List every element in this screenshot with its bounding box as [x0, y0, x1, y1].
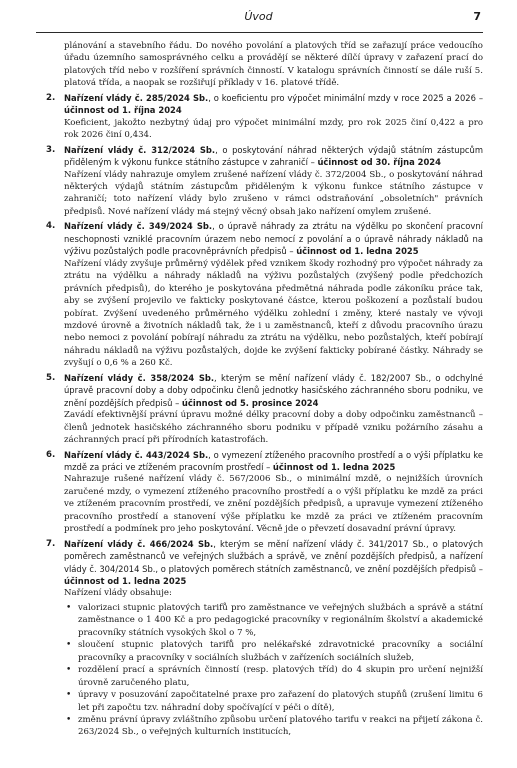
effective-date: účinnost od 1. října 2024 — [64, 105, 182, 116]
regulation-subject: , o koeficientu pro výpočet minimální mzdy v roce 2025 a 2026 – — [208, 92, 484, 103]
item-number: 6. — [46, 449, 56, 460]
bullet-item — [64, 664, 483, 689]
item-heading — [64, 92, 483, 117]
item-heading — [64, 220, 483, 257]
item-heading — [64, 372, 483, 409]
bullet-item — [64, 714, 483, 739]
page-number: 7 — [473, 10, 481, 23]
regulation-subject: , o úpravě náhrady za ztrátu na výdělku po skončení pracovní neschopnosti vzniklé pracovním úrazem nebo nemocí z povolání a o úpravě náhrady nákladů na výživu pozůstalých podle pracovněprávních předpisů – — [64, 221, 483, 257]
effective-date: účinnost od 1. ledna 2025 — [64, 576, 187, 587]
regulation-title: Nařízení vlády č. 285/2024 Sb. — [64, 92, 209, 103]
intro-paragraph: plánování a stavebního řádu. Do nového povolání a platových tříd se zařazují práce vedoucího úřadu územního samosprávného celku a provádějí se některé dílčí úpravy v zařazení prací do platových tříd nebo v rozšíření správních činností. V katalogu správních činností se dále ruší 5. platová třída, a naopak se rozšiřují příklady v 16. platové třídě. — [64, 41, 483, 89]
item-description: Nahrazuje rušené nařízení vlády č. 567/2006 Sb., o minimální mzdě, o nejnižších úrovních zaručené mzdy, o vymezení ztíženého pracovního prostředí a o výši příplatku ke mzdě za práci ve ztíženém pracovním prostředí, ve znění pozdějších předpisů, a upravuje vymezení ztíženého pracovního prostředí a stanovení výše příplatku ke mzdě za práci ve ztíženém pracovním prostředí a podmínek pro jeho poskytování. Věcně jde o převzetí dosavadní právní úpravy. — [64, 474, 483, 535]
item-description: Nařízení vlády obsahuje: — [64, 588, 172, 599]
item-heading — [64, 538, 483, 588]
bullet-icon: • — [66, 665, 72, 676]
item-number: 3. — [46, 144, 56, 155]
running-header-title: Úvod — [244, 10, 273, 23]
bullet-text: změnu právní úpravy zvláštního způsobu určení platového tarifu v reakci na přijetí zákona č. 263/2024 Sb., o veřejných kulturních institucích, — [78, 715, 483, 738]
item-description: Nařízení vlády zvyšuje průměrný výdělek před vznikem škody rozhodný pro výpočet náhrady za ztrátu na výdělku a náhrady nákladů na výživu pozůstalých (zvýšený podle předchozích právních předpisů), do kterého je poskytována předmětná náhrada podle zákoníku práce tak, aby se zvýšení projevilo ve fakticky poskytované částce, kterou poškození a pozůstalí budou pobírat. Zvýšení uvedeného průměrného výdělku zohlední i změny, které nastaly ve vývoji mzdové úrovně a životních nákladů tak, že i u zaměstnanců, kteří z důvodu pracovního úrazu nebo nemoci z povolání pobírají náhradu za ztrátu na výdělku, nebo pozůstalých, kteří pobírají náhradu nákladů na výživu pozůstalých, dojde ke zvýšení fakticky pobírané částky. Náhrady se zvyšují o 0,6 % a 260 Kč. — [64, 258, 483, 369]
effective-date: účinnost od 1. ledna 2025 — [296, 246, 419, 257]
bullet-item — [64, 689, 483, 714]
regulation-title: Nařízení vlády č. 466/2024 Sb. — [64, 538, 214, 549]
bullet-text: valorizaci stupnic platových tarifů pro zaměstnance ve veřejných službách a správě a státní zaměstnance o 1 400 Kč a pro pedagogické pracovníky v regionálním školství a akademické pracovníky státních vysokých škol o 7 %, — [78, 602, 483, 638]
item-number: 5. — [46, 372, 56, 383]
item-description: Nařízení vlády nahrazuje omylem zrušené nařízení vlády č. 372/2004 Sb., o poskytování náhrad některých výdajů státním zástupcům přiděleným k výkonu funkce státního zástupce v zahraničí; toto nařízení vlády bylo zrušeno v rámci odstraňování „obsoletních" právních předpisů. Nové nařízení vlády má stejný věcný obsah jako nařízení omylem zrušené. — [64, 169, 483, 217]
list-item-regulation-285 — [36, 92, 483, 142]
regulation-subject: , kterým se mění nařízení vlády č. 341/2017 Sb., o platových poměrech zaměstnanců ve veřejných službách a správě, ve znění pozdějších předpisů, a nařízení vlády č. 304/2014 Sb., o platových poměrech státních zaměstnanců, ve znění pozdějších předpisů – — [64, 538, 483, 574]
document-body — [36, 40, 483, 739]
effective-date: účinnost od 30. října 2024 — [317, 157, 441, 168]
bullet-item — [64, 602, 483, 639]
header-divider — [36, 32, 483, 33]
item-description: Zavádí efektivnější právní úpravu možné délky pracovní doby a doby odpočinku zaměstnanců – členů jednotek hasičského záchranného sboru podniku v případě vzniku požárního zásahu a záchranných prací při přírodních katastrofách. — [64, 410, 483, 446]
regulation-subject: , o vymezení ztíženého pracovního prostředí a o výši příplatku ke mzdě za práci ve ztíženém pracovním prostředí – — [64, 449, 483, 472]
bullet-text: úpravy v posuzování započitatelné praxe pro zařazení do platových stupňů (zrušení limitu 6 let při započtu tzv. náhradní doby spočívající v péči o dítě), — [78, 690, 483, 713]
list-item-regulation-312 — [36, 144, 483, 219]
item-description: Koeficient, jakožto nezbytný údaj pro výpočet minimální mzdy, pro rok 2025 činí 0,422 a pro rok 2026 činí 0,434. — [64, 117, 483, 141]
list-item-regulation-443 — [36, 449, 483, 536]
bullet-icon: • — [66, 715, 72, 726]
item-number: 4. — [46, 221, 56, 232]
bullet-icon: • — [66, 690, 72, 701]
bullet-text: rozdělení prací a správních činností (resp. platových tříd) do 4 skupin pro určení nejnižší úrovně zaručeného platu, — [78, 665, 483, 688]
regulation-subject: , o poskytování náhrad některých výdajů státním zástupcům přiděleným k výkonu funkce státního zástupce v zahraničí – — [64, 144, 483, 168]
item-number: 7. — [46, 538, 56, 549]
list-item-regulation-349 — [36, 220, 483, 369]
effective-date: účinnost od 5. prosince 2024 — [181, 397, 319, 408]
item-heading — [64, 144, 483, 169]
bullet-icon: • — [66, 602, 72, 613]
list-item-regulation-466 — [36, 538, 483, 739]
bullet-icon: • — [66, 640, 72, 651]
item-number: 2. — [46, 92, 56, 103]
item-heading — [64, 449, 483, 474]
effective-date: účinnost od 1. ledna 2025 — [272, 461, 396, 472]
bullet-item — [64, 639, 483, 664]
regulation-title: Nařízení vlády č. 349/2024 Sb. — [64, 221, 213, 232]
regulation-title: Nařízení vlády č. 312/2024 Sb. — [64, 144, 216, 155]
bullet-list — [64, 602, 483, 739]
regulation-title: Nařízení vlády č. 443/2024 Sb. — [64, 449, 209, 460]
list-item-regulation-358 — [36, 372, 483, 447]
regulation-subject: , kterým se mění nařízení vlády č. 182/2007 Sb., o odchylné úpravě pracovní doby a doby odpočinku členů jednotky hasičského záchranného sboru podniku, ve znění pozdějších předpisů – — [64, 372, 483, 408]
regulation-title: Nařízení vlády č. 358/2024 Sb. — [64, 372, 215, 383]
bullet-text: sloučení stupnic platových tarifů pro nelékařské zdravotnické pracovníky a sociální pracovníky a pracovníky v sociálních službách v zařízeních sociálních služeb, — [78, 640, 483, 663]
